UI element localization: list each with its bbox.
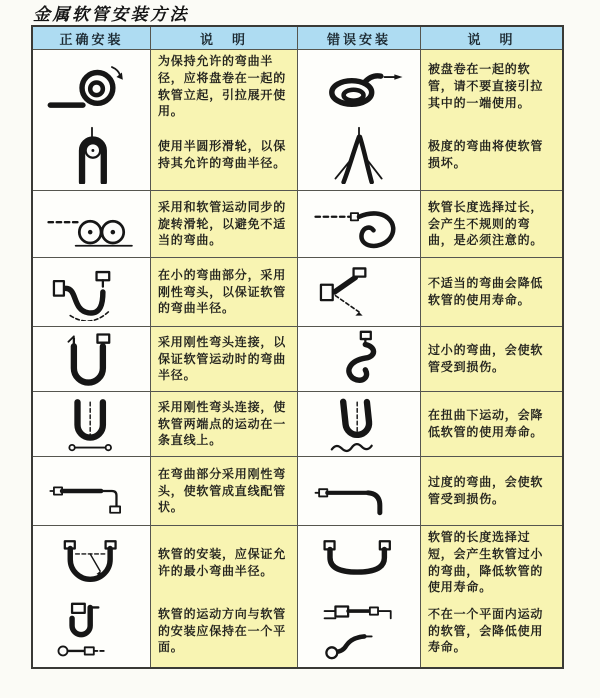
straight-piping-elbow-illustration bbox=[42, 462, 142, 520]
correct-installation-image-cell bbox=[33, 392, 150, 456]
correct-installation-desc-cell bbox=[151, 526, 297, 599]
correct-installation-desc-cell bbox=[151, 327, 297, 391]
correct-installation-desc-cell bbox=[151, 595, 297, 667]
description-text: 软管长度选择过长，会产生不规则的弯曲，是必须注意的。 bbox=[428, 199, 544, 248]
wrong-installation-desc-cell bbox=[421, 392, 562, 456]
wrong-installation-image-cell bbox=[298, 258, 420, 326]
rigid-elbow-small-bend-illustration bbox=[42, 263, 142, 321]
too-small-bend-hook-illustration bbox=[309, 330, 409, 388]
hose-installation-table bbox=[31, 25, 564, 669]
description-text: 在弯曲部分采用刚性弯头，使软管成直线配管状。 bbox=[158, 466, 287, 515]
description-text: 过度的弯曲，会使软管受到损伤。 bbox=[428, 475, 544, 506]
description-text: 软管的长度选择过短，会产生软管过小的弯曲，降低软管的使用寿命。 bbox=[428, 530, 544, 595]
description-text: 软管的安装，应保证允许的最小弯曲半径。 bbox=[158, 546, 287, 578]
page-title: 金属软管安装方法 bbox=[33, 5, 189, 25]
table-row bbox=[33, 526, 562, 594]
description-text: 过小的弯曲，会使软管受到损伤。 bbox=[428, 343, 544, 374]
too-short-shallow-u-illustration bbox=[309, 534, 409, 592]
correct-installation-desc-cell bbox=[151, 50, 297, 123]
wrong-installation-desc-cell bbox=[421, 191, 562, 257]
semicircular-pulley-illustration bbox=[42, 126, 142, 184]
table-row bbox=[33, 50, 562, 119]
correct-installation-image-cell bbox=[33, 120, 150, 190]
table-row bbox=[33, 457, 562, 525]
correct-installation-image-cell bbox=[33, 457, 150, 525]
wrong-installation-desc-cell bbox=[421, 120, 562, 190]
description-text: 采用和软管运动同步的旋转滑轮，以避免不适当的弯曲。 bbox=[158, 199, 287, 248]
table-row bbox=[33, 258, 562, 326]
column-header-correct-install: 正确安装 bbox=[33, 27, 150, 49]
flat-coil-pull-illustration bbox=[309, 58, 409, 116]
column-header-correct-description: 说 明 bbox=[151, 27, 297, 49]
correct-installation-desc-cell bbox=[151, 191, 297, 257]
description-text: 在小的弯曲部分，采用刚性弯头，以保证软管的弯曲半径。 bbox=[158, 267, 287, 316]
correct-installation-desc-cell bbox=[151, 120, 297, 190]
wrong-installation-desc-cell bbox=[421, 327, 562, 391]
wrong-installation-image-cell bbox=[298, 595, 420, 667]
overlong-irregular-loop-illustration bbox=[309, 195, 409, 253]
correct-installation-image-cell bbox=[33, 191, 150, 257]
description-text: 在扭曲下运动，会降低软管的使用寿命。 bbox=[428, 408, 544, 439]
excessive-right-angle-bend-illustration bbox=[309, 462, 409, 520]
wrong-installation-image-cell bbox=[298, 50, 420, 123]
description-text: 被盘卷在一起的软管，请不要直接引拉其中的一端使用。 bbox=[428, 62, 544, 110]
description-text: 为保持允许的弯曲半径，应将盘卷在一起的软管立起，引拉展开使用。 bbox=[158, 54, 287, 119]
rigid-elbow-u-connection-illustration bbox=[42, 330, 142, 388]
correct-installation-image-cell bbox=[33, 327, 150, 391]
correct-installation-image-cell bbox=[33, 50, 150, 123]
description-text: 采用刚性弯头连接，使软管两端点的运动在一条直线上。 bbox=[158, 399, 287, 448]
table-row bbox=[33, 595, 562, 667]
wrong-installation-image-cell bbox=[298, 457, 420, 525]
column-header-wrong-install: 错误安装 bbox=[298, 27, 420, 49]
description-text: 软管的运动方向与软管的安装应保持在一个平面。 bbox=[158, 606, 287, 655]
description-text: 不在一个平面内运动的软管，会降低使用寿命。 bbox=[428, 606, 544, 655]
wrong-installation-image-cell bbox=[298, 120, 420, 190]
table-row bbox=[33, 120, 562, 190]
table-row bbox=[33, 191, 562, 257]
description-text: 采用刚性弯头连接，以保证软管运动时的弯曲半径。 bbox=[158, 334, 287, 383]
table-row bbox=[33, 327, 562, 391]
sync-rotating-pulleys-illustration bbox=[42, 195, 142, 253]
table-row bbox=[33, 392, 562, 456]
u-inline-motion-illustration bbox=[42, 395, 142, 453]
wrong-installation-image-cell bbox=[298, 327, 420, 391]
wrong-installation-desc-cell bbox=[421, 258, 562, 326]
description-text: 使用半圆形滑轮，以保持其允许的弯曲半径。 bbox=[158, 139, 287, 170]
out-of-plane-motion-illustration bbox=[309, 602, 409, 660]
wrong-installation-desc-cell bbox=[421, 595, 562, 667]
wrong-installation-image-cell bbox=[298, 526, 420, 599]
correct-installation-image-cell bbox=[33, 595, 150, 667]
wrong-installation-image-cell bbox=[298, 392, 420, 456]
description-text: 不适当的弯曲会降低软管的使用寿命。 bbox=[428, 276, 544, 307]
wrong-installation-image-cell bbox=[298, 191, 420, 257]
correct-installation-image-cell bbox=[33, 258, 150, 326]
description-text: 极度的弯曲将使软管损坏。 bbox=[428, 139, 544, 170]
standing-coil-illustration bbox=[42, 58, 142, 116]
wrong-installation-desc-cell bbox=[421, 457, 562, 525]
correct-installation-desc-cell bbox=[151, 457, 297, 525]
extreme-bend-illustration bbox=[309, 126, 409, 184]
same-plane-motion-illustration bbox=[42, 602, 142, 660]
column-header-wrong-description: 说 明 bbox=[421, 27, 562, 49]
twisted-motion-illustration bbox=[309, 395, 409, 453]
correct-installation-desc-cell bbox=[151, 392, 297, 456]
correct-installation-desc-cell bbox=[151, 258, 297, 326]
wrong-installation-desc-cell bbox=[421, 50, 562, 123]
improper-bend-illustration bbox=[309, 263, 409, 321]
correct-installation-image-cell bbox=[33, 526, 150, 599]
wrong-installation-desc-cell bbox=[421, 526, 562, 599]
min-bend-radius-u-illustration bbox=[42, 534, 142, 592]
table-header-row bbox=[33, 27, 562, 49]
